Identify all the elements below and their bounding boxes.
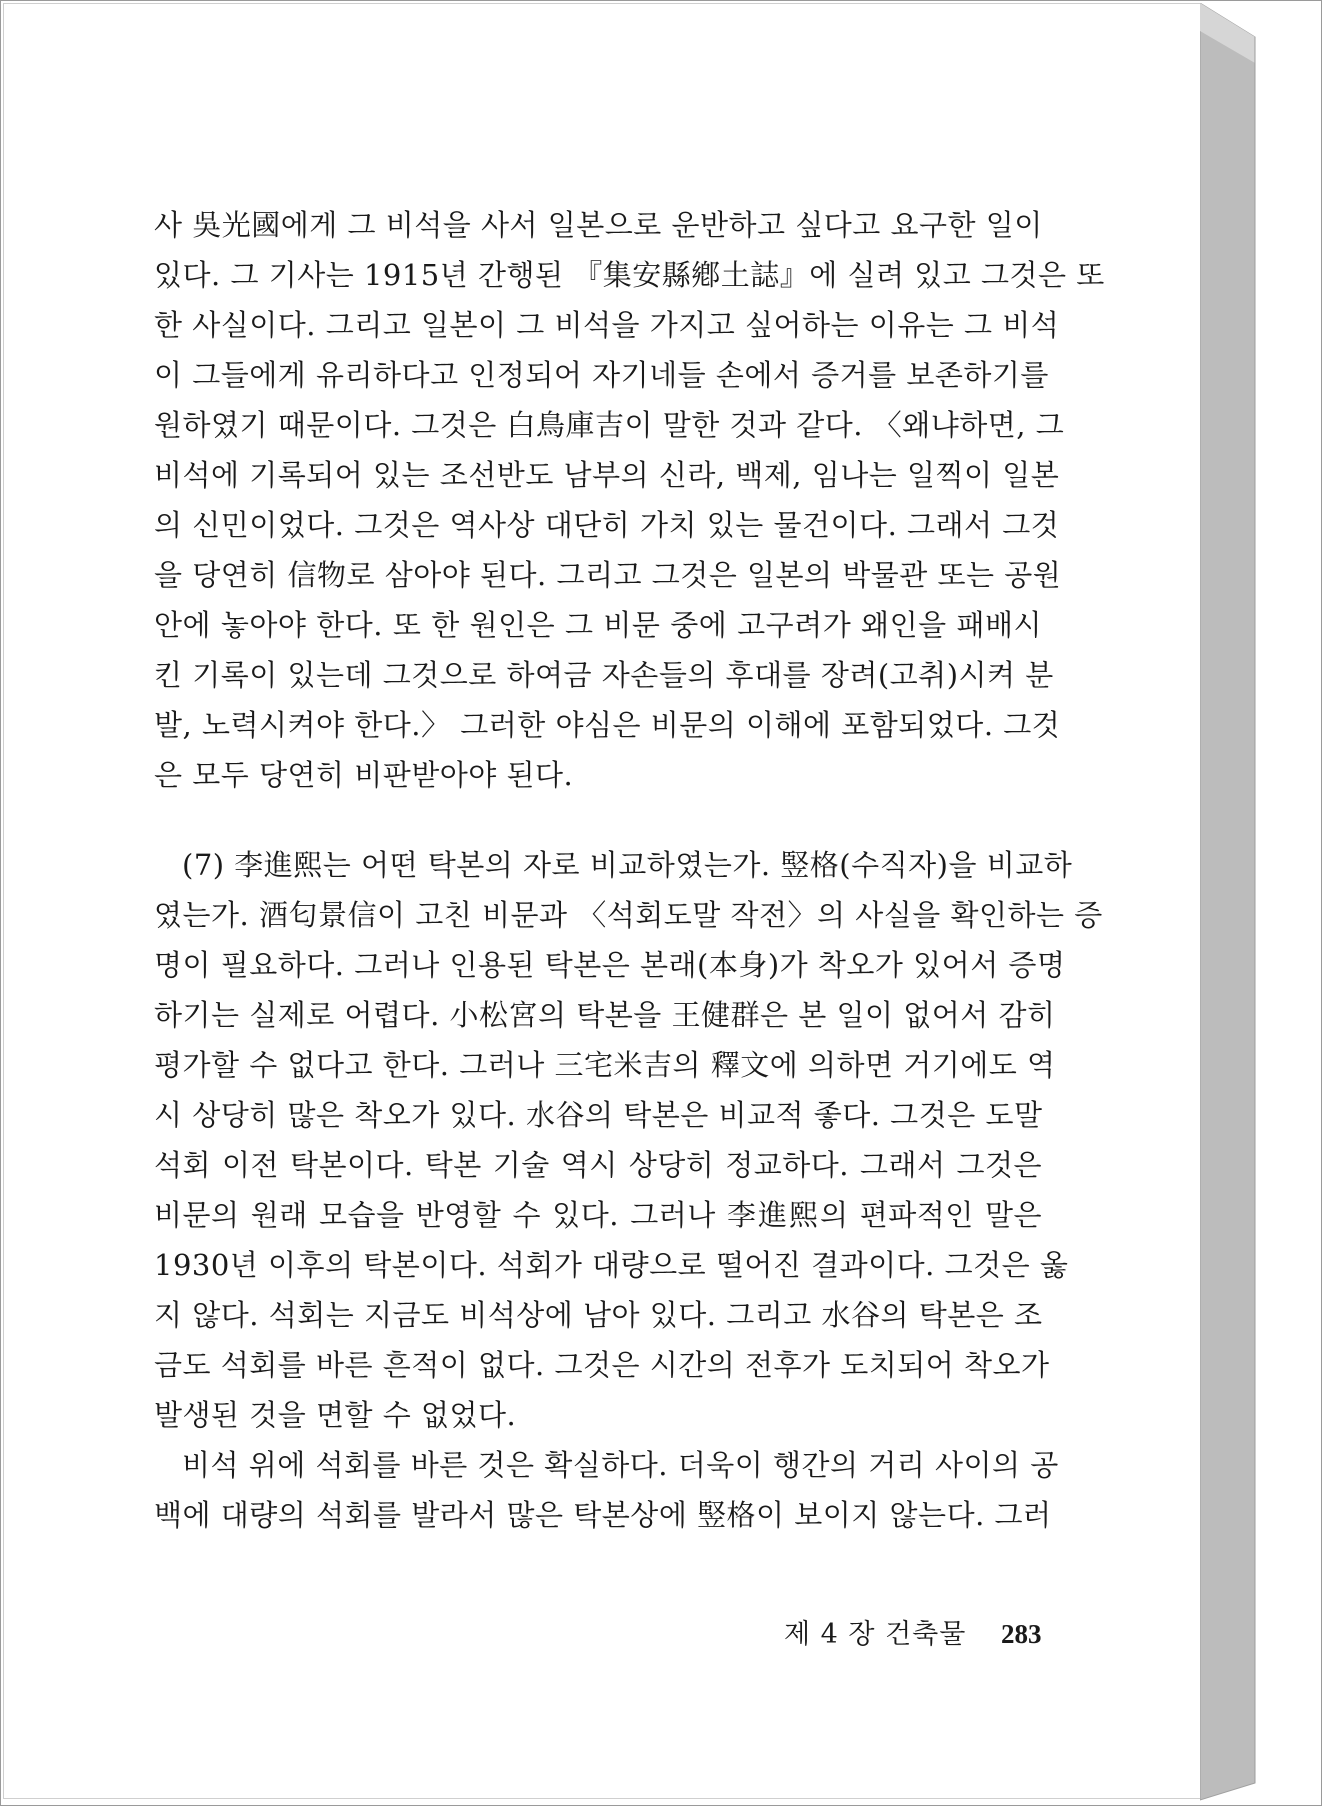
running-chapter-title: 제 4 장 건축물 xyxy=(784,1619,967,1650)
text-line: 킨 기록이 있는데 그것으로 하여금 자손들의 후대를 장려(고취)시켜 분 xyxy=(154,658,1054,692)
page-footer xyxy=(784,1614,1042,1654)
text-line: 명이 필요하다. 그러나 인용된 탁본은 본래(本身)가 착오가 있어서 증명 xyxy=(154,948,1066,982)
text-line: 사 吳光國에게 그 비석을 사서 일본으로 운반하고 싶다고 요구한 일이 xyxy=(154,208,1043,242)
text-line: 였는가. 酒匂景信이 고친 비문과 〈석회도말 작전〉의 사실을 확인하는 증 xyxy=(154,898,1103,932)
paragraph-1 xyxy=(154,200,1105,800)
text-line: 하기는 실제로 어렵다. 小松宮의 탁본을 王健群은 본 일이 없어서 감히 xyxy=(154,998,1056,1032)
text-line: 있다. 그 기사는 1915년 간행된 『集安縣鄕土誌』에 실려 있고 그것은 또 xyxy=(154,258,1105,292)
text-line: 을 당연히 信物로 삼아야 된다. 그리고 그것은 일본의 박물관 또는 공원 xyxy=(154,558,1062,592)
page-number: 283 xyxy=(1000,1619,1042,1649)
text-line: (7) 李進熙는 어떤 탁본의 자로 비교하였는가. 竪格(수직자)을 비교하 xyxy=(182,848,1073,882)
book-page xyxy=(3,3,1201,1799)
text-line: 의 신민이었다. 그것은 역사상 대단히 가치 있는 물건이다. 그래서 그것 xyxy=(154,508,1060,542)
text-line: 시 상당히 많은 착오가 있다. 水谷의 탁본은 비교적 좋다. 그것은 도말 xyxy=(154,1098,1043,1132)
text-line: 비석에 기록되어 있는 조선반도 남부의 신라, 백제, 임나는 일찍이 일본 xyxy=(154,458,1060,492)
paragraph-3 xyxy=(154,1440,1059,1540)
text-line: 이 그들에게 유리하다고 인정되어 자기네들 손에서 증거를 보존하기를 xyxy=(154,358,1049,392)
text-line: 원하였기 때문이다. 그것은 白鳥庫吉이 말한 것과 같다. 〈왜냐하면, 그 xyxy=(154,408,1065,442)
paragraph-2 xyxy=(154,840,1103,1440)
text-line: 비문의 원래 모습을 반영할 수 있다. 그러나 李進熙의 편파적인 말은 xyxy=(154,1198,1042,1232)
text-line: 비석 위에 석회를 바른 것은 확실하다. 더욱이 행간의 거리 사이의 공 xyxy=(182,1448,1059,1482)
text-line: 발생된 것을 면할 수 없었다. xyxy=(154,1398,517,1432)
text-line: 평가할 수 없다고 한다. 그러나 三宅米吉의 釋文에 의하면 거기에도 역 xyxy=(154,1048,1056,1082)
text-line: 백에 대량의 석회를 발라서 많은 탁본상에 竪格이 보이지 않는다. 그러 xyxy=(154,1498,1052,1532)
paragraph-gap xyxy=(154,800,1042,840)
text-line: 안에 놓아야 한다. 또 한 원인은 그 비문 중에 고구려가 왜인을 패배시 xyxy=(154,608,1042,642)
body-text xyxy=(154,200,1105,1540)
text-line: 금도 석회를 바른 흔적이 없다. 그것은 시간의 전후가 도치되어 착오가 xyxy=(154,1348,1050,1382)
text-line: 발, 노력시켜야 한다.〉 그러한 야심은 비문의 이해에 포함되었다. 그것 xyxy=(154,708,1061,742)
text-line: 1930년 이후의 탁본이다. 석회가 대량으로 떨어진 결과이다. 그것은 옳 xyxy=(154,1248,1069,1282)
text-line: 한 사실이다. 그리고 일본이 그 비석을 가지고 싶어하는 이유는 그 비석 xyxy=(154,308,1060,342)
text-line: 석회 이전 탁본이다. 탁본 기술 역시 상당히 정교하다. 그래서 그것은 xyxy=(154,1148,1042,1182)
text-line: 은 모두 당연히 비판받아야 된다. xyxy=(154,758,574,792)
book-side-shadow xyxy=(1200,3,1318,1803)
text-line: 지 않다. 석회는 지금도 비석상에 남아 있다. 그리고 水谷의 탁본은 조 xyxy=(154,1298,1043,1332)
